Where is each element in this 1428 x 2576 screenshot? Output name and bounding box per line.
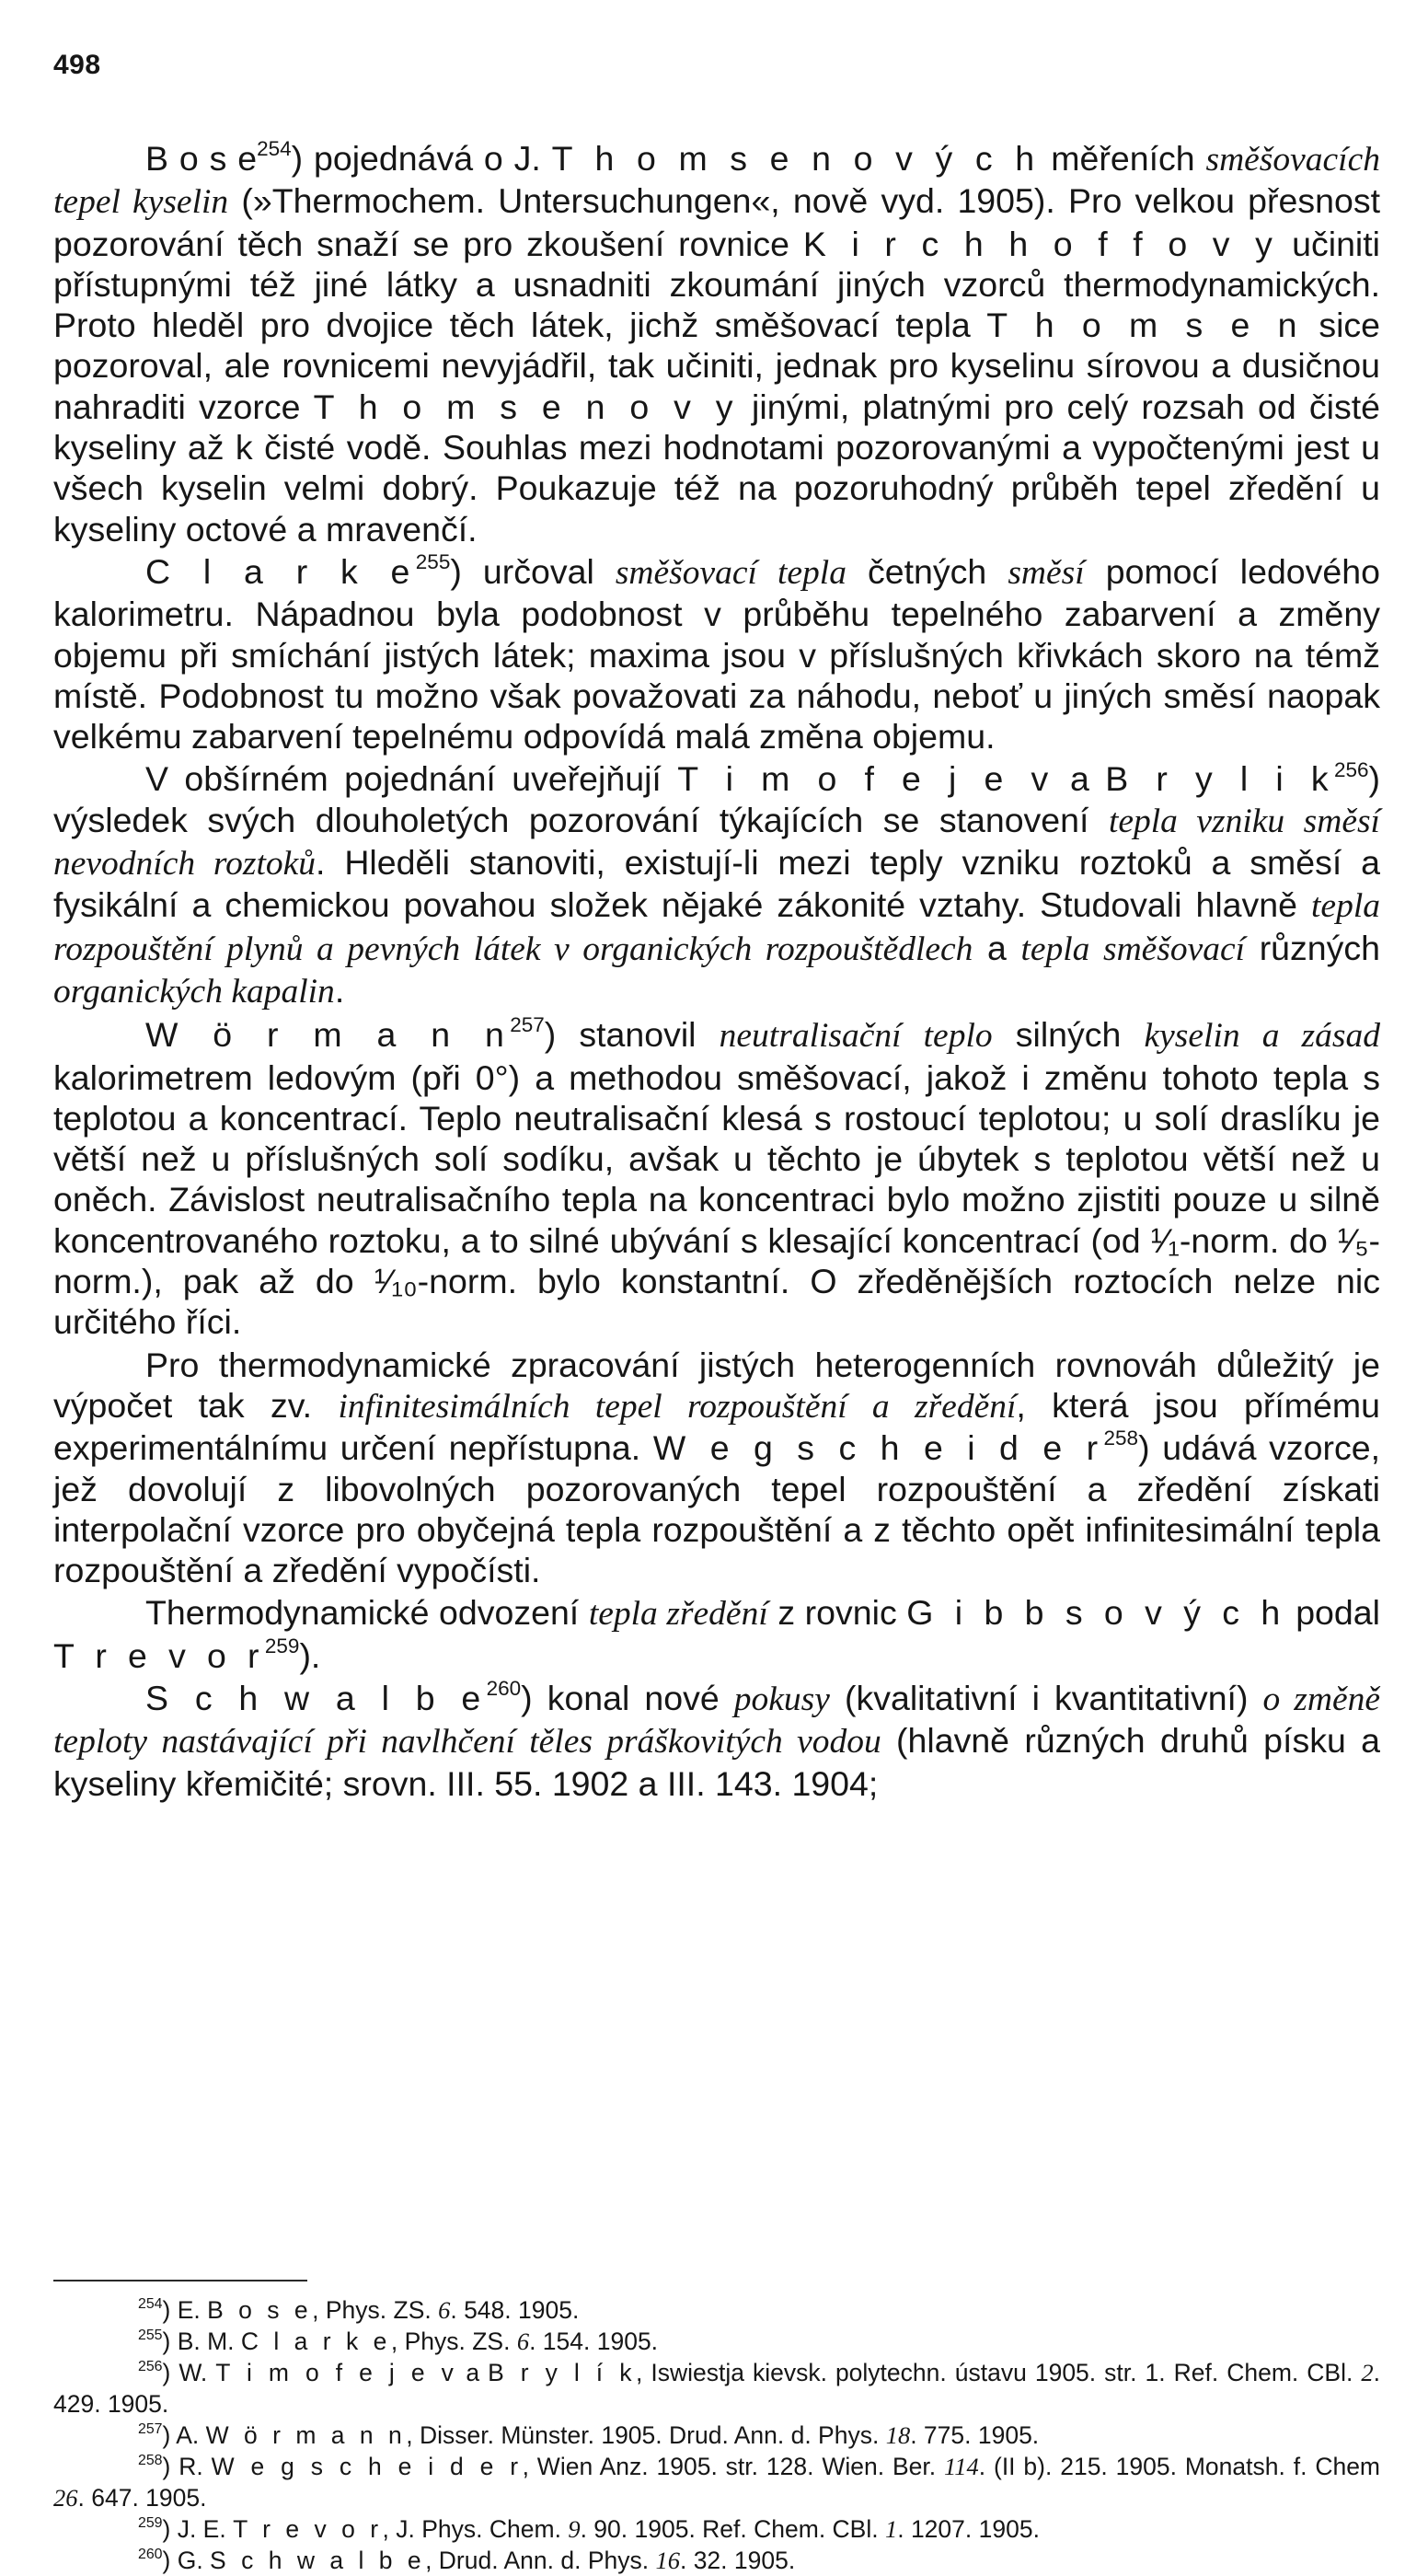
footnote-text: , Iswiestja kievsk. polytechn. ústavu 1905. str. 1. Ref. Chem. CBl.	[635, 2359, 1362, 2386]
footnote-text: , Drud. Ann. d. Phys.	[425, 2547, 656, 2574]
footnote-number: 255	[138, 2327, 163, 2343]
paragraph-timofejev: V obšírném pojednání uveřejňují T i m o f e j e v a B r y l i $k^{256}$) výsledek svých dlouholetých pozorování týkajících se stanovení tepla vzniku směsí nevodních roztoků. Hleděli stanoviti, existují-li mezi teply vzniku roztoků a směsí a fysikální a chemickou povahou složek nějaké zákonité vztahy. Studovali hlavně tepla rozpouštění plynů a pevných látek v organických rozpouštědlech a tepla směšovací různých organických kapalin.	[53, 757, 1381, 1011]
footnote-divider	[53, 2280, 307, 2281]
author-name: B o s e	[145, 139, 258, 178]
author-name: T r e v o r	[233, 2515, 383, 2543]
paragraph-wegscheider: Pro thermodynamické zpracování jistých heterogenních rovnováh důležitý je výpočet tak zv. infinitesimálních tepel rozpouštění a zředění, která jsou přímému experimentálnímu určení nepřístupna. W e g s c h e i d e $r^{258}$) udává vzorce, jež dovolují z libovolných pozorovaných tepel rozpouštění a zředění získati interpolační vzorce pro obyčejná tepla rozpouštění a z těchto opět infinitesimální tepla rozpouštění a zředění vypočísti.	[53, 1345, 1380, 1590]
footnote-text: ) G.	[162, 2547, 211, 2574]
author-name: B o s e	[207, 2296, 313, 2324]
footnote-text: , Disser. Münster. 1905. Drud. Ann. d. Phys.	[406, 2421, 886, 2449]
footnote-ref: 257	[510, 1013, 545, 1037]
footnote-258	[53, 2451, 1380, 2513]
footnote-text: , Phys. ZS.	[312, 2296, 439, 2324]
emphasis: tepla rozpouštění plynů a pevných látek v organických rozpouštědlech	[53, 887, 1380, 968]
footnote-ref: 254	[257, 137, 292, 161]
footnote-number: 254	[138, 2295, 163, 2312]
footnote-text: . 1207. 1905.	[897, 2515, 1040, 2543]
footnote-text: ) W.	[162, 2359, 216, 2386]
footnote-text: . 429. 1905.	[53, 2359, 1380, 2418]
emphasis: organických kapalin	[53, 972, 335, 1011]
footnote-text: ) J. E.	[162, 2515, 234, 2543]
emphasis: neutralisační teplo	[719, 1017, 993, 1056]
author-name: W e g s c h e i d e r	[211, 2453, 523, 2480]
footnote-ref: 255	[415, 550, 451, 574]
author-name: C l a r k e	[145, 551, 416, 591]
emphasis: pokusy	[733, 1680, 830, 1718]
emphasis: směsí	[1008, 553, 1085, 592]
author-name: G i b b s o v ý c h	[906, 1593, 1286, 1633]
footnote-254	[53, 2294, 1380, 2326]
volume-number: 9	[568, 2515, 581, 2543]
footnote-text: . 548. 1905.	[450, 2296, 580, 2324]
footnote-ref: 260	[486, 1677, 522, 1701]
author-name: T h o m s e n o v y	[313, 387, 739, 426]
volume-number: 1	[884, 2515, 898, 2543]
author-name: B r y l í k	[488, 2359, 636, 2386]
author-name: T i m o f e j e v	[677, 759, 1054, 799]
author-name: T r e v o r	[53, 1635, 265, 1675]
author-name: S c h w a l b e	[210, 2547, 426, 2574]
footnote-text: . 775. 1905.	[910, 2421, 1040, 2449]
volume-number: 2	[1361, 2359, 1374, 2386]
footnote-text: ) A.	[162, 2421, 206, 2449]
author-name: T i m o f e j e v	[215, 2359, 458, 2386]
author-name: T h o m s e n o v ý c h	[551, 139, 1041, 178]
author-name: W e g s c h e i d e r	[652, 1428, 1104, 1468]
author-name: W ö r m a n n	[205, 2421, 407, 2449]
paragraph-bose: B o s $e^{254}$) pojednává o J. T h o m s e n o v ý c h měřeních směšovacích tepel kyselin (»Thermochem. Untersuchungen«, nově vyd. 1905). Pro velkou přesnost pozorování těch snaží se pro zkoušení rovnice K i r c h h o f f o v y učiniti přístupnými též jiné látky a usnadniti zkoumání jiných vzorců thermodynamických. Proto hleděl pro dvojice těch látek, jichž směšovací tepla T h o m s e n sice pozoroval, ale rovnicemi nevyjádřil, tak učiniti, jednak pro kyselinu sírovou a dusičnou nahraditi vzorce T h o m s e n o v y jinými, platnými pro celý rozsah od čisté kyseliny až k čisté vodě. Souhlas mezi hodnotami pozorovanými a vypočtenými jest u všech kyselin velmi dobrý. Poukazuje též na pozoruhodný průběh tepel zředění u kyseliny octové a mravenčí.	[53, 137, 1381, 549]
emphasis: tepla vzniku směsí nevodních roztoků	[53, 802, 1380, 884]
footnote-number: 257	[138, 2420, 163, 2437]
footnote-text: . 32. 1905.	[679, 2547, 796, 2574]
footnote-text: ) R.	[162, 2453, 212, 2480]
footnote-text: a	[457, 2359, 489, 2386]
author-name: S c h w a l b e	[145, 1678, 487, 1717]
footnote-number: 260	[138, 2546, 163, 2562]
emphasis: kyselin a zásad	[1144, 1017, 1380, 1056]
footnote-255	[53, 2326, 1380, 2357]
volume-number: 6	[438, 2296, 451, 2324]
emphasis: infinitesimálních tepel rozpouštění a zředění	[338, 1387, 1017, 1426]
footnote-text: . (II b). 215. 1905. Monatsh. f. Chem	[978, 2453, 1381, 2480]
author-name: K i r c h h o f f o v y	[802, 224, 1279, 263]
footnote-number: 259	[138, 2514, 163, 2531]
footnote-256	[53, 2357, 1380, 2420]
footnote-number: 258	[138, 2452, 163, 2468]
footnote-text: . 154. 1905.	[529, 2328, 659, 2355]
author-name: T h o m s e n	[986, 306, 1303, 345]
volume-number: 16	[655, 2547, 680, 2574]
footnote-ref: 256	[1333, 757, 1369, 781]
emphasis: směšovacích tepel kyselin	[53, 141, 1380, 222]
volume-number: 114	[943, 2453, 979, 2480]
emphasis: směšovací tepla	[615, 553, 846, 592]
emphasis: tepla zředění	[588, 1595, 768, 1634]
footnote-text: , Phys. ZS.	[390, 2328, 517, 2355]
paragraph-schwalbe: S c h w a l b $e^{260}$) konal nové pokusy (kvalitativní i kvantitativní) o změně teploty nastávající při navlhčení těles práškovitých vodou (hlavně různých druhů písku a kyseliny křemičité; srovn. III. 55. 1902 a III. 143. 1904;	[53, 1677, 1381, 1803]
footnote-text: ) B. M.	[162, 2328, 241, 2355]
paragraph-trevor: Thermodynamické odvození tepla zředění z rovnic G i b b s o v ý c h podal T r e v o $r^{259}$).	[53, 1593, 1380, 1675]
author-name: W ö r m a n n	[145, 1015, 511, 1055]
body-text	[53, 138, 1380, 1806]
footnote-text: . 90. 1905. Ref. Chem. CBl.	[580, 2515, 885, 2543]
author-name: B r y l i k	[1105, 759, 1334, 799]
footnote-ref: 259	[264, 1634, 300, 1658]
emphasis: o změně teploty nastávající při navlhčení těles práškovitých vodou	[53, 1680, 1381, 1762]
footnote-number: 256	[138, 2358, 163, 2374]
footnote-260	[53, 2545, 1380, 2576]
footnotes	[53, 2294, 1380, 2576]
emphasis: tepla směšovací	[1020, 930, 1246, 968]
volume-number: 6	[516, 2328, 530, 2355]
author-name: C l a r k e	[240, 2328, 391, 2355]
paragraph-wormann: W ö r m a n $n^{257}$) stanovil neutralisační teplo silných kyselin a zásad kalorimetrem ledovým (při 0°) a methodou směšovací, jakož i změnu tohoto tepla s teplotou a koncentrací. Teplo neutralisační klesá s rostoucí teplotou; u solí draslíku je větší než u příslušných solí sodíku, avšak u těchto je úbytek s teplotou větší než u oněch. Závislost neutralisačního tepla na koncentraci bylo možno zjistiti pouze u silně koncentrovaného roztoku, a to silné ubývání s klesající koncentrací (od ¹⁄₁-norm. do ¹⁄₅-norm.), pak až do ¹⁄₁₀-norm. bylo konstantní. O zředěnějších roztocích nelze nic určitého říci.	[53, 1013, 1380, 1342]
footnote-257	[53, 2420, 1380, 2451]
footnote-text: ) E.	[162, 2296, 208, 2324]
footnote-text: , Wien Anz. 1905. str. 128. Wien. Ber.	[522, 2453, 944, 2480]
paragraph-clarke: C l a r k $e^{255}$) určoval směšovací tepla četných směsí pomocí ledového kalorimetru. Nápadnou byla podobnost v průběhu tepelného zabarvení a změny objemu při smíchání jistých látek; maxima jsou v příslušných křivkách skoro na témž místě. Podobnost tu možno však považovati za náhodu, neboť u jiných směsí naopak velkému zabarvení tepelnému odpovídá malá změna objemu.	[53, 550, 1380, 757]
page-number: 498	[53, 50, 101, 80]
volume-number: 26	[53, 2484, 78, 2512]
volume-number: 18	[885, 2421, 911, 2449]
footnote-ref: 258	[1103, 1427, 1139, 1450]
footnote-259	[53, 2513, 1380, 2545]
footnote-text: . 647. 1905.	[77, 2484, 207, 2512]
footnote-text: , J. Phys. Chem.	[382, 2515, 569, 2543]
